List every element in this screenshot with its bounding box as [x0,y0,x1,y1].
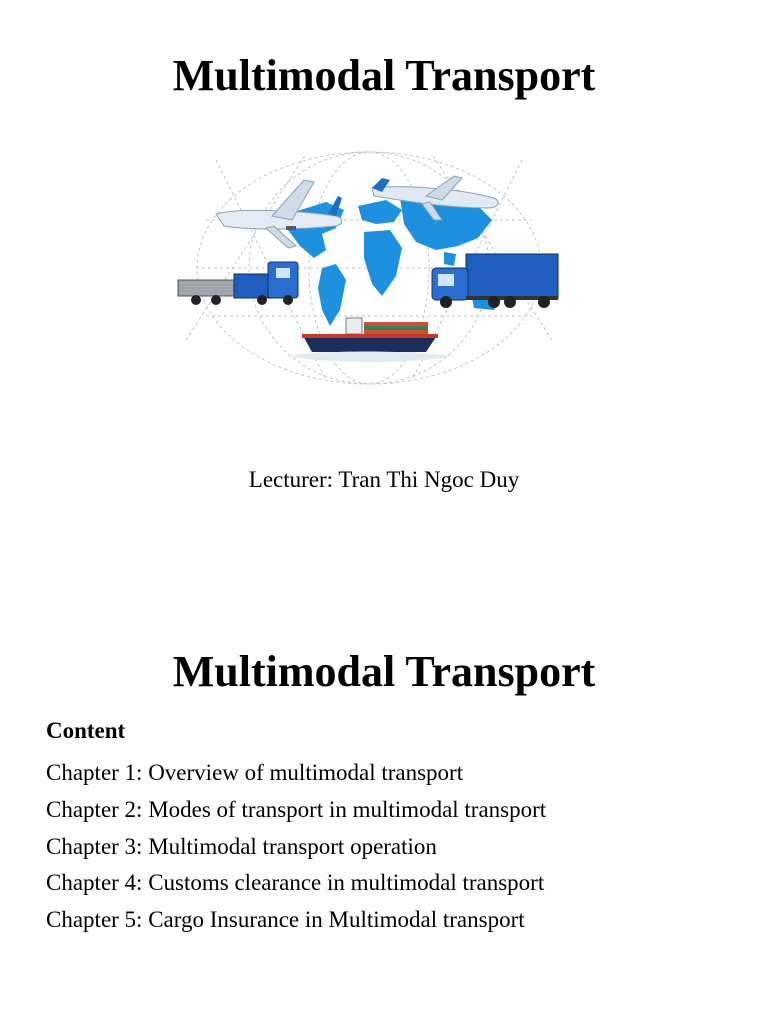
chapter-item: Chapter 2: Modes of transport in multimodal transport [46,796,547,822]
lecturer-name: Lecturer: Tran Thi Ngoc Duy [248,467,520,492]
chapter-item: Chapter 4: Customs clearance in multimodal transport [46,870,545,896]
chapter-item: Chapter 3: Multimodal transport operation [46,833,437,859]
content-heading: Content [46,718,126,743]
slide-title: Multimodal Transport [172,51,596,100]
chapter-item: Chapter 5: Cargo Insurance in Multimodal transport [46,907,525,933]
transport-illustration-svg [176,150,562,386]
slide-title: Multimodal Transport [172,647,596,696]
chapter-item: Chapter 1: Overview of multimodal transport [46,760,464,785]
airplane-icon [216,180,342,248]
ship-icon [286,318,452,362]
content-slide [0,620,768,1024]
chapter-list [46,755,546,939]
transport-illustration [176,150,562,386]
